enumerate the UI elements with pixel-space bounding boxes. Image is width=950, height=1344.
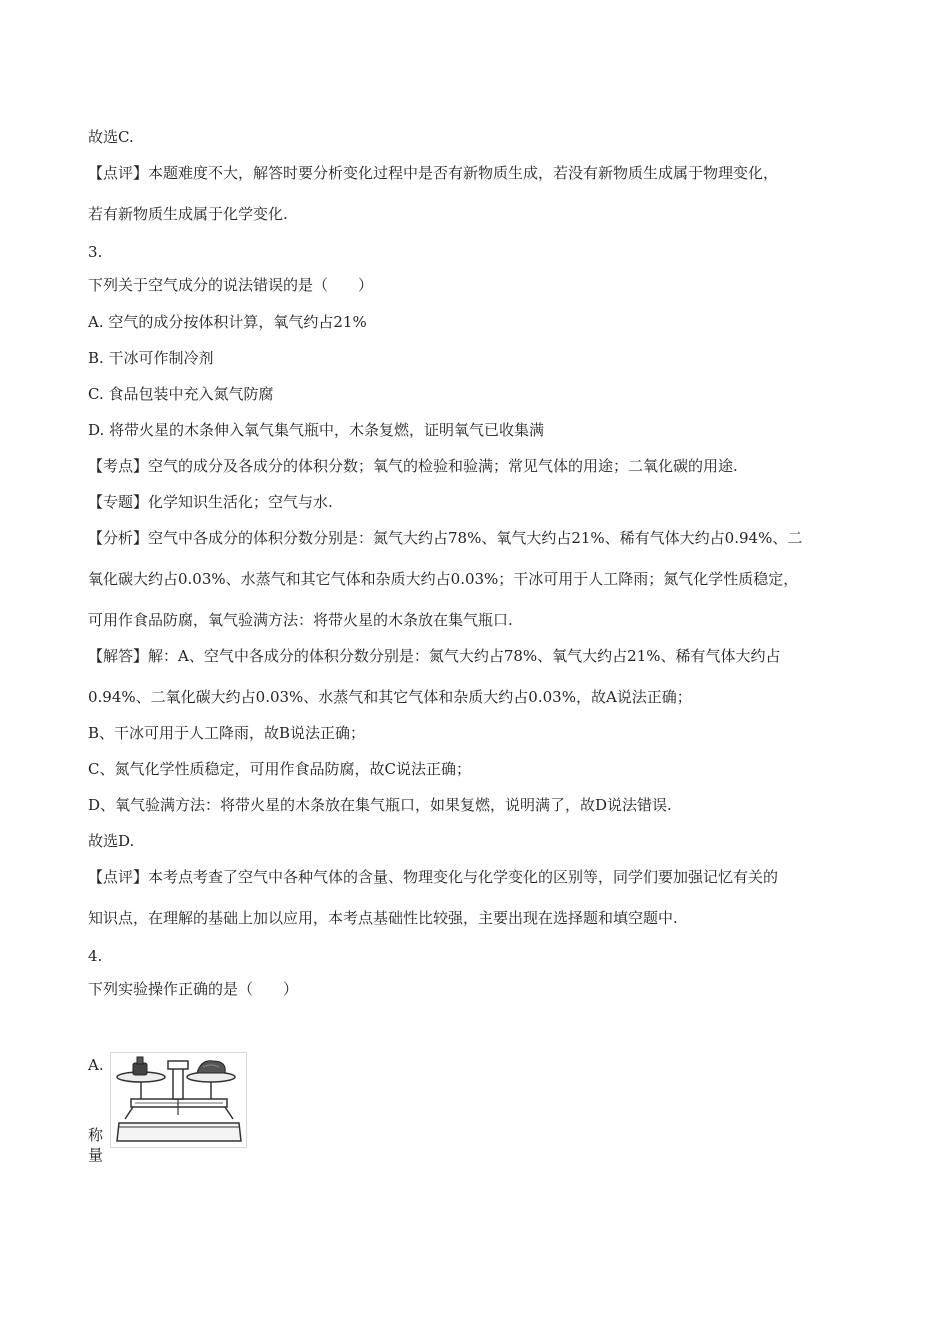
text-line: 【点评】本考点考查了空气中各种气体的含量、物理变化与化学变化的区别等，同学们要加强记忆有关的	[88, 868, 779, 886]
text-line: 【点评】本题难度不大，解答时要分析变化过程中是否有新物质生成，若没有新物质生成属于物理变化，	[88, 164, 779, 182]
text-line: 可用作食品防腐，氧气验满方法：将带火星的木条放在集气瓶口.	[88, 611, 513, 629]
text-line: 【专题】化学知识生活化；空气与水.	[88, 493, 333, 511]
option-d: D. 将带火星的木条伸入氧气集气瓶中，木条复燃，证明氧气已收集满	[88, 421, 545, 439]
text-line: 0.94%、二氧化碳大约占0.03%、水蒸气和其它气体和杂质大约占0.03%，故A说法正确；	[88, 688, 692, 706]
text-line: 氧化碳大约占0.03%、水蒸气和其它气体和杂质大约占0.03%；干冰可用于人工降雨；氮气化学性质稳定，	[88, 570, 799, 588]
question-stem: 下列实验操作正确的是（ ）	[88, 980, 299, 998]
text-line: 【考点】空气的成分及各成分的体积分数；氧气的检验和验满；常见气体的用途；二氧化碳的用途.	[88, 457, 738, 475]
text-line: 【解答】解：A、空气中各成分的体积分数分别是：氮气大约占78%、氧气大约占21%、稀有气体大约占	[88, 647, 781, 665]
text-line: 故选D.	[88, 832, 135, 850]
text-line: 故选C.	[88, 128, 134, 146]
option-a-label: A.	[88, 1056, 104, 1074]
option-b: B. 干冰可作制冷剂	[88, 349, 214, 367]
option-c: C. 食品包装中充入氮气防腐	[88, 385, 274, 403]
question-number: 3.	[88, 243, 103, 261]
text-line: 知识点，在理解的基础上加以应用，本考点基础性比较强，主要出现在选择题和填空题中.	[88, 909, 678, 927]
balance-scale-image	[110, 1052, 247, 1148]
text-line: 【分析】空气中各成分的体积分数分别是：氮气大约占78%、氧气大约占21%、稀有气体大约占0.94%、二	[88, 529, 803, 547]
text-line: C、氮气化学性质稳定，可用作食品防腐，故C说法正确；	[88, 760, 471, 778]
text-line: 若有新物质生成属于化学变化.	[88, 205, 288, 223]
text-line: D、氧气验满方法：将带火星的木条放在集气瓶口，如果复燃，说明满了，故D说法错误.	[88, 796, 672, 814]
option-a-caption: 称量	[88, 1126, 104, 1164]
option-a: A. 空气的成分按体积计算，氧气约占21%	[88, 313, 367, 331]
balance-scale-icon	[111, 1053, 246, 1147]
text-line: B、干冰可用于人工降雨，故B说法正确；	[88, 724, 366, 742]
question-number: 4.	[88, 947, 103, 965]
question-stem: 下列关于空气成分的说法错误的是（ ）	[88, 276, 374, 294]
